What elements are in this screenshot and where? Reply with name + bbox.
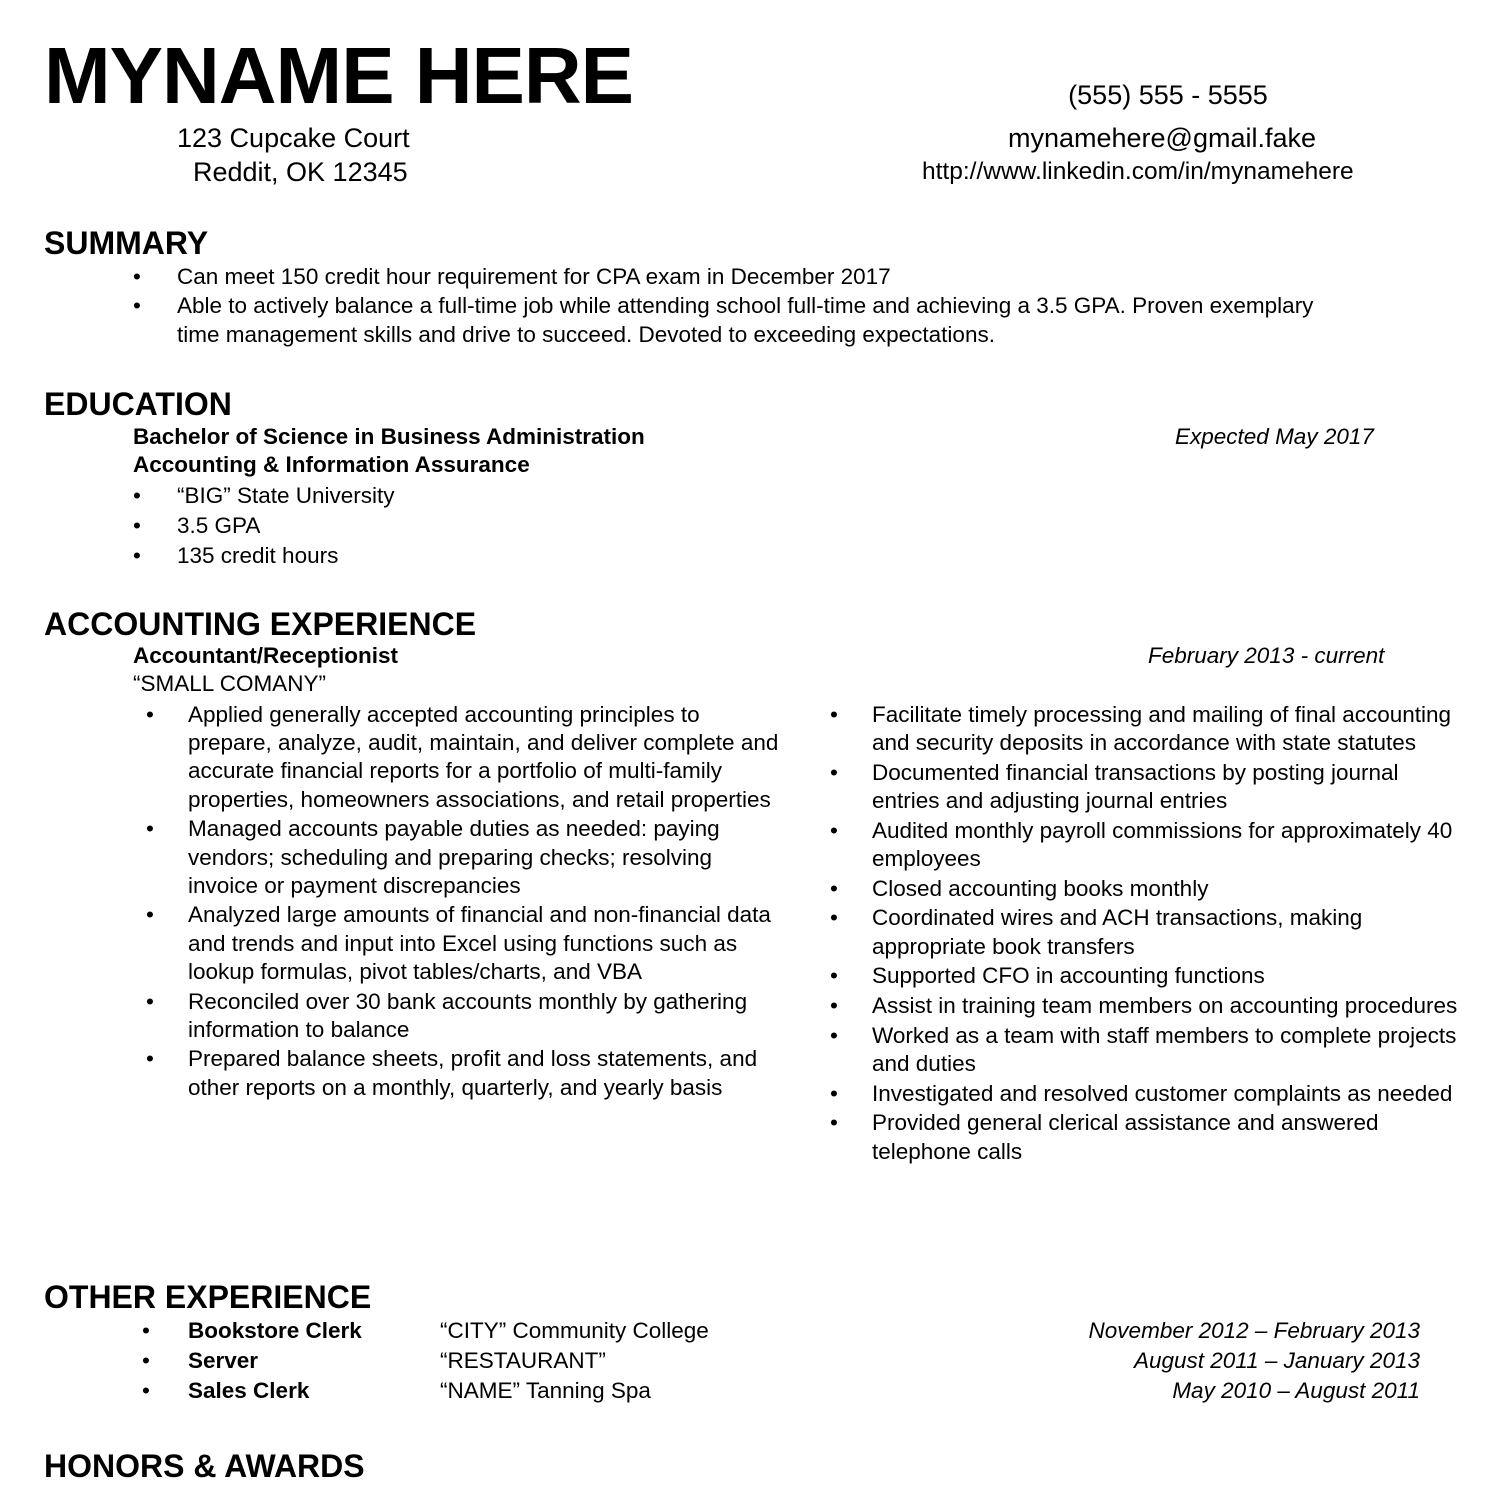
summary-item: • Able to actively balance a full-time job while attending school full-time and achieving a 3.5 GPA. Proven exemplary (133, 292, 1313, 321)
employer-name: “RESTAURANT” (440, 1348, 606, 1373)
accounting-experience-heading: ACCOUNTING EXPERIENCE (44, 606, 477, 642)
email-address: mynamehere@gmail.fake (1007, 123, 1317, 153)
duty-item: • Investigated and resolved customer complaints as needed (828, 1080, 1458, 1108)
duty-item: • Managed accounts payable duties as needed: paying vendors; scheduling and preparing checks; resolving invoice or payment discrepancies (144, 815, 784, 900)
bullet-icon: • (142, 1318, 150, 1343)
duty-item: • Reconciled over 30 bank accounts monthly by gathering information to balance (144, 988, 784, 1044)
education-date: Expected May 2017 (1175, 424, 1374, 449)
employer-name: “NAME” Tanning Spa (440, 1378, 651, 1403)
duty-item: • Supported CFO in accounting functions (828, 962, 1458, 990)
other-experience-row (142, 1376, 1420, 1406)
other-experience-row (142, 1316, 1420, 1346)
duty-item: • Worked as a team with staff members to complete projects and duties (828, 1022, 1458, 1078)
education-list (133, 481, 395, 571)
resume-name: MYNAME HERE (44, 31, 634, 120)
role-title: Bookstore Clerk (188, 1318, 362, 1343)
employer-name: “CITY” Community College (440, 1318, 709, 1343)
other-experience-heading: OTHER EXPERIENCE (44, 1279, 372, 1315)
phone-number: (555) 555 - 5555 (1068, 80, 1268, 110)
job-title: Accountant/Receptionist (133, 643, 399, 668)
role-dates: August 2011 – January 2013 (1133, 1348, 1420, 1373)
summary-heading: SUMMARY (44, 225, 209, 261)
degree-title: Bachelor of Science in Business Administration (133, 424, 645, 449)
bullet-icon: • (142, 1378, 150, 1403)
role-dates: May 2010 – August 2011 (1172, 1378, 1420, 1403)
education-heading: EDUCATION (44, 386, 232, 422)
duty-item: • Applied generally accepted accounting principles to prepare, analyze, audit, maintain, and deliver complete and accurate financial reports for a portfolio of multi-family properties, homeowners associations, and retail properties (144, 701, 784, 814)
role-title: Server (188, 1348, 259, 1373)
duty-item: • Analyzed large amounts of financial and non-financial data and trends and input into Excel using functions such as lookup formulas, pivot tables/charts, and VBA (144, 901, 784, 986)
duty-item: • Closed accounting books monthly (828, 875, 1458, 903)
education-item: • 135 credit hours (133, 541, 395, 571)
degree-major: Accounting & Information Assurance (133, 452, 530, 477)
duty-item: • Audited monthly payroll commissions for approximately 40 employees (828, 817, 1458, 873)
linkedin-url: http://www.linkedin.com/in/mynamehere (922, 158, 1354, 185)
address-line-2: Reddit, OK 12345 (193, 157, 408, 187)
honors-heading: HONORS & AWARDS (44, 1448, 365, 1484)
bullet-icon: • (142, 1348, 150, 1373)
duties-right-column (828, 701, 1458, 1167)
duties-left-column (144, 701, 784, 1103)
job-dates: February 2013 - current (1148, 643, 1385, 668)
summary-list (133, 263, 1313, 320)
duty-item: • Facilitate timely processing and mailing of final accounting and security deposits in accordance with state statutes (828, 701, 1458, 757)
education-item: • 3.5 GPA (133, 511, 395, 541)
role-dates: November 2012 – February 2013 (1088, 1318, 1420, 1343)
duty-item: • Assist in training team members on accounting procedures (828, 992, 1458, 1020)
education-item: • “BIG” State University (133, 481, 395, 511)
company-name: “SMALL COMANY” (133, 671, 326, 696)
address-line-1: 123 Cupcake Court (177, 123, 410, 153)
duty-item: • Documented financial transactions by posting journal entries and adjusting journal entries (828, 759, 1458, 815)
role-title: Sales Clerk (188, 1378, 310, 1403)
summary-item-continued: time management skills and drive to succeed. Devoted to exceeding expectations. (177, 322, 995, 347)
duty-item: • Provided general clerical assistance and answered telephone calls (828, 1109, 1458, 1165)
duty-item: • Coordinated wires and ACH transactions, making appropriate book transfers (828, 904, 1458, 960)
summary-item: • Can meet 150 credit hour requirement for CPA exam in December 2017 (133, 263, 1313, 292)
duty-item: • Prepared balance sheets, profit and loss statements, and other reports on a monthly, quarterly, and yearly basis (144, 1045, 784, 1101)
other-experience-row (142, 1346, 1420, 1376)
